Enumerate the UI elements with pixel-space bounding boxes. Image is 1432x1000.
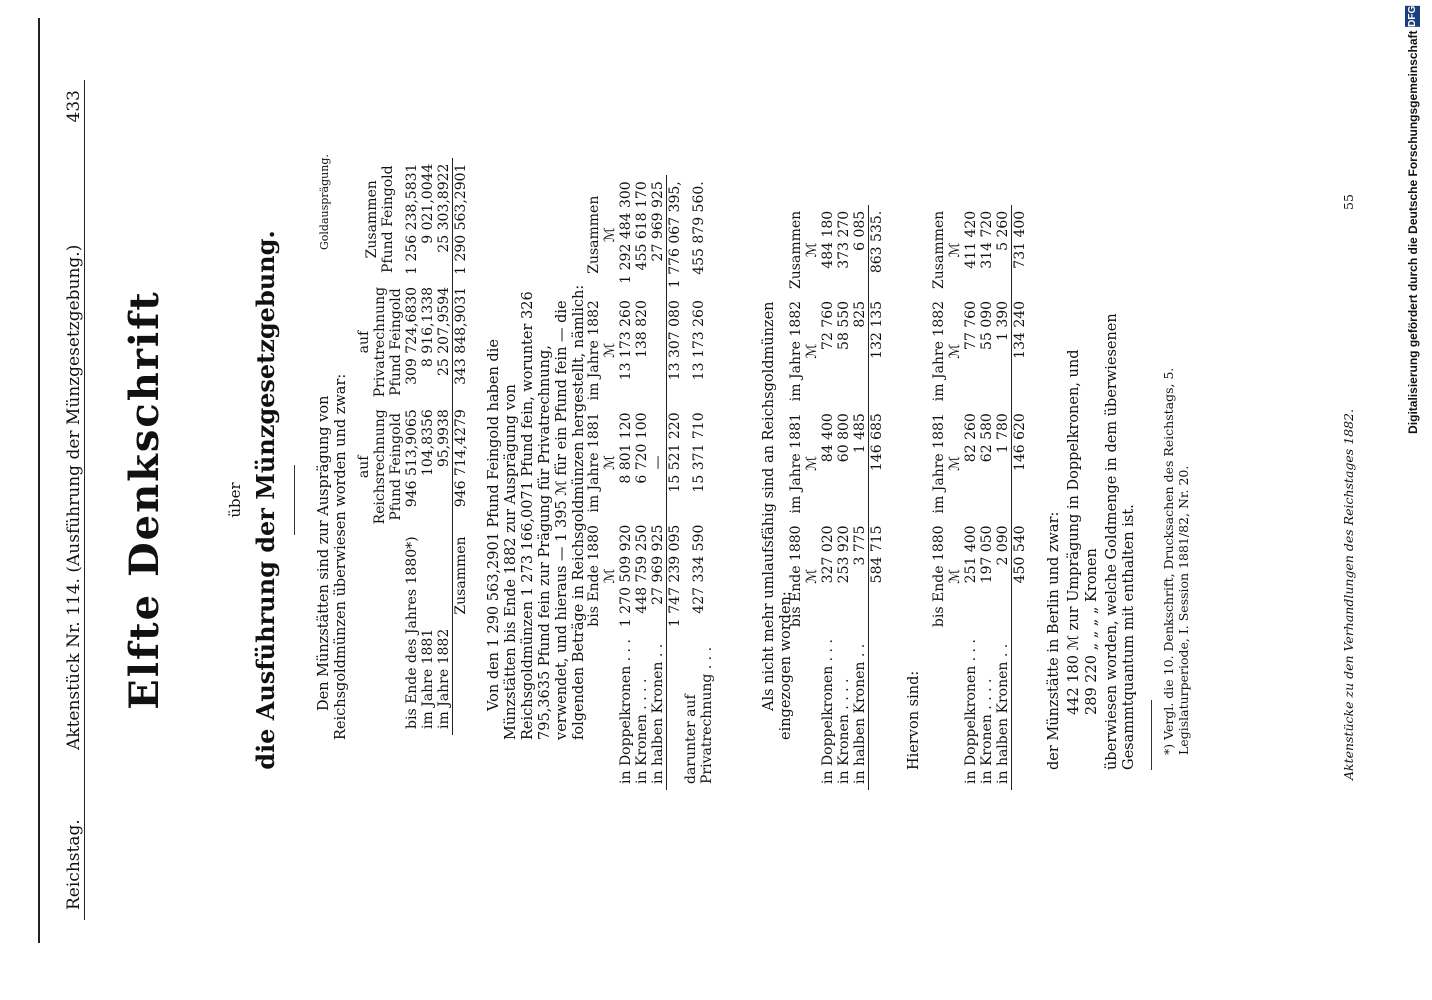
running-header (64, 80, 85, 920)
table-praegung: bis Ende 1880 im Jahre 1881 im Jahre 1882 Zusammen ℳ ℳ ℳ ℳ in Doppelkronen . . . 1 270 509 920 8 801 120 13 173 260 1 292 484 300 in Kronen . . . . 448 759 250 6 720 100 138 820 455 618 170 in halben Kronen . . 27 969 925 — 27 969 925 1 747 239 095 15 521 220 13 307 080 1 776 067 395, darunter auf Privatrechnung . . . 427 334 590 15 371 710 13 173 260 455 879 560. (586, 175, 715, 790)
table-row: in Kronen . . . . 448 759 250 6 720 100 138 820 455 618 170 (634, 181, 650, 784)
footer-left: Aktenstücke zu den Verhandlungen des Reichstages 1882. (1341, 409, 1356, 780)
table-row: in halben Kronen . . 3 775 1 485 825 6 085 (852, 210, 868, 784)
total-row: 584 715 146 685 132 135 863 535. (869, 205, 886, 790)
paragraph-hiervon: Hiervon sind: (906, 670, 922, 770)
table-row: in halben Kronen . . 27 969 925 — 27 969 925 (650, 181, 666, 784)
table-hiervon: bis Ende 1880 im Jahre 1881 im Jahre 1882 Zusammen ℳ ℳ ℳ ℳ in Doppelkronen . . . 251 400 82 260 77 760 411 420 in Kronen . . . . 197 050 62 580 55 090 314 720 in halben Kronen . . 2 090 1 780 1 390 5 260 450 540 146 620 134 240 731 400 (931, 205, 1028, 790)
line-doppelkronen: 442 180 ℳ zur Umprägung in Doppelkronen, und (1066, 349, 1082, 715)
paragraph-ueberwiesen: überwiesen worden, welche Goldmenge in dem überwiesenen Gesammtquantum mit enthalten ist. (1104, 313, 1137, 770)
header-left: Reichstag. (64, 819, 84, 910)
total-row: 450 540 146 620 134 240 731 400 (1012, 205, 1029, 790)
dfg-text: Digitalisierung gefördert durch die Deutsche Forschungsgemeinschaft (1406, 30, 1420, 434)
title-connector: über (226, 482, 244, 518)
rotated-page (26, 50, 1406, 950)
table-row: im Jahre 1882 95,9938 25 207,9594 25 303,8922 (436, 163, 452, 729)
table-row: in Doppelkronen . . . 251 400 82 260 77 760 411 420 (963, 210, 979, 784)
footnote: *) Vergl. die 10. Denkschrift, Drucksachen des Reichstags, 5. Legislaturperiode, I. Session 1881/82, Nr. 20. (1161, 367, 1191, 755)
line-kronen: 289 220 „ „ „ „ Kronen (1084, 548, 1100, 715)
dfg-credit (1405, 6, 1427, 586)
table-row: in Doppelkronen . . . 1 270 509 920 8 801 120 13 173 260 1 292 484 300 (618, 181, 634, 784)
sheet-number: 55 (1341, 194, 1356, 210)
paragraph-praegung: Von den 1 290 563,2901 Pfund Feingold haben die Münzstätten bis Ende 1882 zur Ausprägung von Reichsgoldmünzen 1 273 166,0071 Pfund fein, worunter 326 795,3635 Pfund fein zur Prägung für Privatrechnung, verwendet, und hieraus — 1 395 ℳ für ein Pfund fein — die folgenden Beträge in Reichsgoldmünzen hergestellt, nämlich: (486, 284, 587, 740)
intro-paragraph: Den Münzstätten sind zur Ausprägung von Reichsgoldmünzen überwiesen worden und zwar: (316, 373, 349, 740)
paragraph-eingezogen: Als nicht mehr umlaufsfähig sind an Reichsgoldmünzen eingezogen worden: (761, 301, 794, 740)
divider (294, 465, 295, 535)
col-header: auf Privatrechnung Pfund Feingold (356, 286, 404, 398)
table-row: bis Ende des Jahres 1880*) 946 513,9065 309 724,6830 1 256 238,5831 (404, 163, 420, 729)
table-row: darunter auf Privatrechnung . . . 427 334 590 15 371 710 13 173 260 455 879 560. (683, 181, 715, 784)
margin-note: Goldausprägung. (318, 154, 331, 250)
table-row: in Kronen . . . . 253 920 60 800 58 550 373 270 (836, 210, 852, 784)
col-header: auf Reichsrechnung Pfund Feingold (356, 409, 404, 525)
header-middle: Aktenstück Nr. 114. (Ausführung der Münzgesetzgebung.) (64, 244, 84, 750)
col-header: Zusammen Pfund Feingold (364, 165, 396, 274)
paragraph-berlin: der Münzstätte in Berlin und zwar: (1046, 511, 1062, 770)
page-number: 433 (64, 90, 84, 123)
table-row: in Doppelkronen . . . 327 020 84 400 72 760 484 180 (820, 210, 836, 784)
table-eingezogen: bis Ende 1880 im Jahre 1881 im Jahre 1882 Zusammen ℳ ℳ ℳ ℳ in Doppelkronen . . . 327 020 84 400 72 760 484 180 in Kronen . . . . 253 920 60 800 58 550 373 270 in halben Kronen . . 3 775 1 485 825 6 085 584 715 146 685 132 135 863 535. (788, 205, 885, 790)
footnote-divider (1151, 700, 1152, 770)
document-subtitle: die Ausführung der Münzgesetzgebung. (251, 230, 280, 770)
table-row: in halben Kronen . . 2 090 1 780 1 390 5 260 (995, 210, 1011, 784)
total-row: Zusammen 946 714,4279 343 848,9031 1 290 563,2901 (453, 158, 470, 735)
total-row: 1 747 239 095 15 521 220 13 307 080 1 776 067 395, (667, 175, 684, 790)
table-feingold (356, 158, 469, 735)
table-row: in Kronen . . . . 197 050 62 580 55 090 314 720 (979, 210, 995, 784)
table-row: im Jahre 1881 104,8356 8 916,1338 9 021,0044 (420, 163, 436, 729)
dfg-logo: DFG (1407, 6, 1418, 28)
document-title: Elfte Denkschrift (121, 290, 168, 710)
